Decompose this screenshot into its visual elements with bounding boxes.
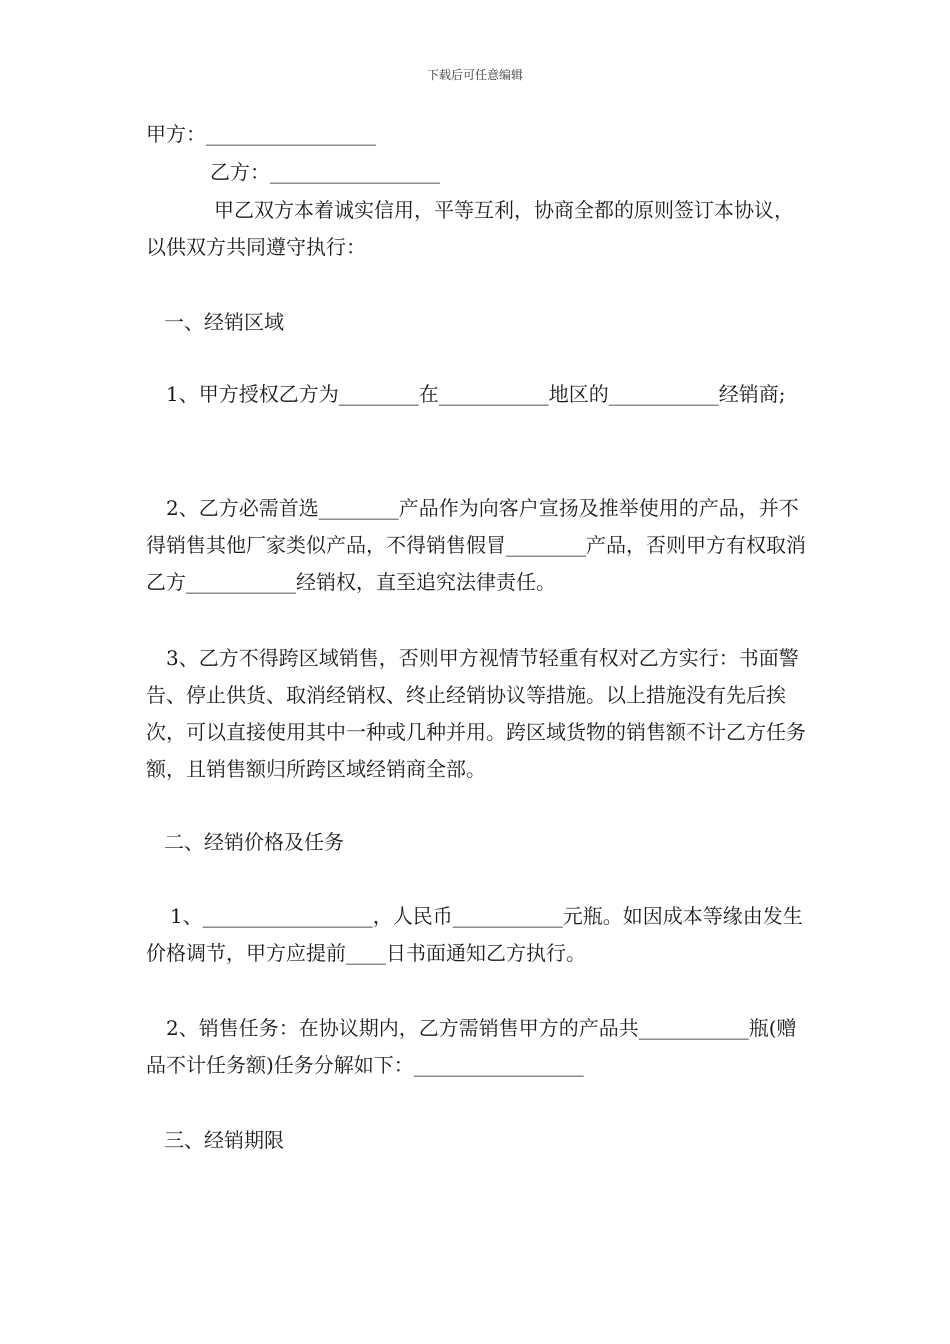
section-1-item-2: 2、乙方必需首选________产品作为向客户宣扬及推举使用的产品，并不得销售其他厂家类似产品，不得销售假冒________产品，否则甲方有权取消乙方___________经销权，直至追究法律责任。 xyxy=(146,496,806,594)
intro-paragraph: 甲乙双方本着诚实信用，平等互利，协商全都的原则签订本协议，以供双方共同遵守执行： xyxy=(146,198,794,259)
section-3-title: 三、经销期限 xyxy=(164,1128,284,1152)
page-header: 下载后可任意编辑 xyxy=(426,68,523,82)
section-2-item-2: 2、销售任务：在协议期内，乙方需销售甲方的产品共___________瓶(赠品不计任务额)任务分解如下：_________________ xyxy=(146,1016,797,1077)
party-a-line: 甲方：_________________ xyxy=(146,122,376,146)
section-2-title: 二、经销价格及任务 xyxy=(164,830,344,854)
section-2-item-1: 1、_________________，人民币___________元瓶。如因成本等缘由发生价格调节，甲方应提前____日书面通知乙方执行。 xyxy=(146,904,803,965)
section-1-item-3: 3、乙方不得跨区域销售，否则甲方视情节轻重有权对乙方实行：书面警告、停止供货、取消经销权、终止经销协议等措施。以上措施没有先后挨次，可以直接使用其中一种或几种并用。跨区域货物的销售额不计乙方任务额，且销售额归所跨区域经销商全部。 xyxy=(146,646,806,781)
party-b-line: 乙方：_________________ xyxy=(210,160,440,184)
section-1-title: 一、经销区域 xyxy=(164,310,284,334)
section-1-item-1: 1、甲方授权乙方为________在___________地区的___________经销商; xyxy=(166,382,786,406)
